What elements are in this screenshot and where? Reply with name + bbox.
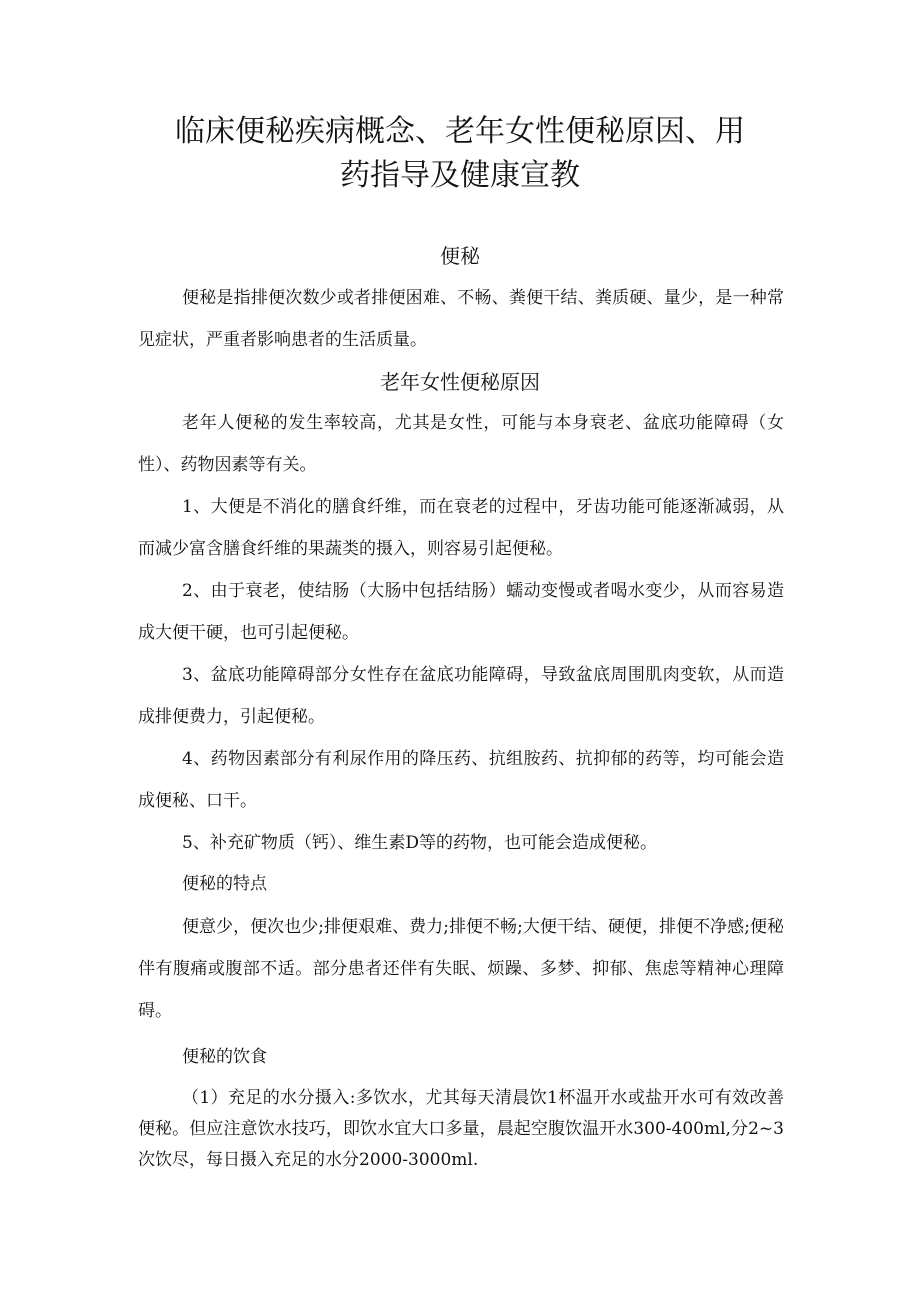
document-title [120, 110, 800, 198]
heading-causes: 老年女性便秘原因 [380, 370, 540, 394]
cause-item-4: 4、药物因素部分有利尿作用的降压药、抗组胺药、抗抑郁的药等，均可能会造成便秘、口干。 [138, 749, 784, 811]
cause-item-3: 3、盆底功能障碍部分女性存在盆底功能障碍，导致盆底周围肌肉变软，从而造成排便费力，引起便秘。 [138, 665, 784, 727]
title-line-2: 药指导及健康宣教 [340, 158, 580, 193]
title-line-1: 临床便秘疾病概念、老年女性便秘原因、用 [175, 114, 745, 149]
paragraph-definition: 便秘是指排便次数少或者排便困难、不畅、粪便干结、粪质硬、量少，是一种常见症状，严重者影响患者的生活质量。 [138, 288, 784, 350]
heading-diet: 便秘的饮食 [182, 1047, 267, 1067]
heading-features: 便秘的特点 [182, 874, 267, 894]
paragraph-causes-intro: 老年人便秘的发生率较高，尤其是女性，可能与本身衰老、盆底功能障碍（女性）、药物因素等有关。 [138, 413, 784, 475]
heading-constipation: 便秘 [440, 244, 480, 268]
diet-item-1: （1）充足的水分摄入:多饮水，尤其每天清晨饮1杯温开水或盐开水可有效改善便秘。但应注意饮水技巧，即饮水宜大口多量，晨起空腹饮温开水300-400ml,分2~3次饮尽，每日摄入充足的水分2000-3000ml. [138, 1088, 784, 1170]
cause-item-5: 5、补充矿物质（钙）、维生素D等的药物，也可能会造成便秘。 [182, 833, 657, 853]
paragraph-features: 便意少，便次也少;排便艰难、费力;排便不畅;大便干结、硬便，排便不净感;便秘伴有腹痛或腹部不适。部分患者还伴有失眠、烦躁、多梦、抑郁、焦虑等精神心理障碍。 [138, 917, 784, 1021]
cause-item-2: 2、由于衰老，使结肠（大肠中包括结肠）蠕动变慢或者喝水变少，从而容易造成大便干硬，也可引起便秘。 [138, 581, 784, 643]
cause-item-1: 1、大便是不消化的膳食纤维，而在衰老的过程中，牙齿功能可能逐渐减弱，从而减少富含膳食纤维的果蔬类的摄入，则容易引起便秘。 [138, 497, 784, 559]
